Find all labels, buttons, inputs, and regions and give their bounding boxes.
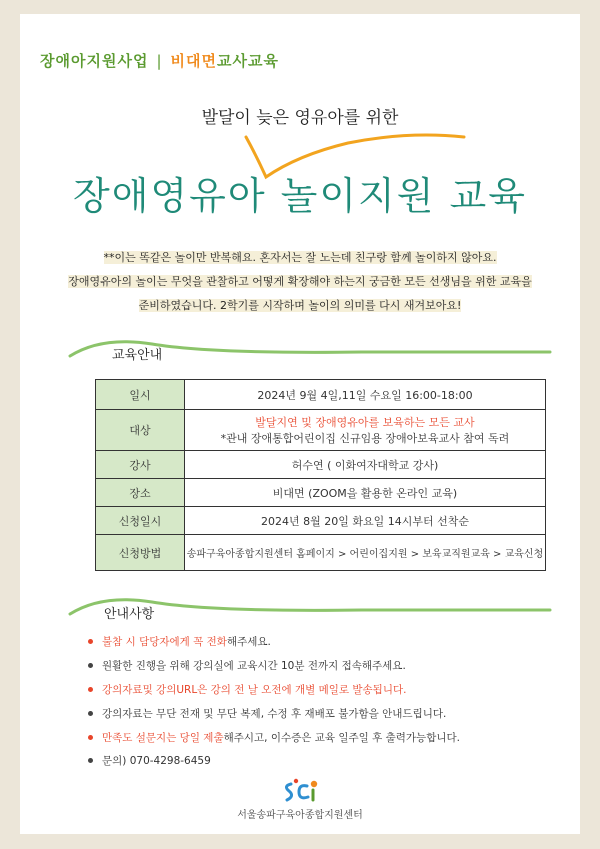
table-row <box>96 479 546 507</box>
notice-text: 해주시고, 이수증은 교육 일주일 후 출력가능합니다. <box>223 731 460 744</box>
section-info-title: 교육안내 <box>112 348 163 363</box>
row-value: 2024년 9월 4일,11일 수요일 16:00-18:00 <box>185 380 546 410</box>
target-main: 발달지연 및 장애영유아를 보육하는 모든 교사 <box>255 416 475 429</box>
bullet-icon <box>88 687 93 692</box>
section-notice-title: 안내사항 <box>104 607 155 622</box>
program-name: 장애아지원사업 <box>40 52 149 70</box>
row-key: 장소 <box>96 479 185 507</box>
header-line <box>40 50 279 71</box>
table-row <box>96 507 546 535</box>
notice-text: 강의자료는 무단 전재 및 무단 복제, 수정 후 재배포 불가함을 안내드립니다. <box>102 707 447 720</box>
table-row <box>96 451 546 479</box>
list-item <box>88 630 558 654</box>
page-title: 장애영유아 놀이지원 교육 <box>73 174 527 218</box>
notice-highlight: 불참 시 담당자에게 꼭 전화 <box>102 636 227 649</box>
notice-highlight: 강의자료및 강의URL은 강의 전 날 오전에 개별 메일로 발송됩니다. <box>102 683 407 696</box>
center-logo-icon <box>281 776 321 804</box>
table-row <box>96 410 546 451</box>
row-key: 신청방법 <box>96 535 185 571</box>
bullet-icon <box>88 711 93 716</box>
row-value: 허수연 ( 이화여자대학교 강사) <box>185 451 546 479</box>
bullet-icon <box>88 663 93 668</box>
bullet-icon <box>88 735 93 740</box>
table-row <box>96 535 546 571</box>
row-key: 신청일시 <box>96 507 185 535</box>
bullet-icon <box>88 758 93 763</box>
intro-line-1: **이는 똑같은 놀이만 반복해요. 혼자서는 잘 노는데 친구랑 함께 놀이하지 않아요. <box>103 251 497 264</box>
list-item <box>88 701 558 725</box>
notice-text: 원활한 진행을 위해 강의실에 교육시간 10분 전까지 접속해주세요. <box>102 660 406 673</box>
list-item <box>88 749 558 773</box>
notice-list <box>88 630 558 773</box>
row-key: 일시 <box>96 380 185 410</box>
intro-text <box>40 246 560 318</box>
row-key: 강사 <box>96 451 185 479</box>
row-value: 2024년 8월 20일 화요일 14시부터 선착순 <box>185 507 546 535</box>
table-row <box>96 380 546 410</box>
info-table <box>95 379 546 571</box>
footer-organization: 서울송파구육아종합지원센터 <box>237 810 363 821</box>
row-value: 비대면 (ZOOM을 활용한 온라인 교육) <box>185 479 546 507</box>
notice-text: 문의) 070-4298-6459 <box>102 755 211 768</box>
row-value: 송파구육아종합지원센터 홈페이지 > 어린이집지원 > 보육교직원교육 > 교육신청 <box>185 535 546 571</box>
target-note: *관내 장애통합어린이집 신규임용 장애아보육교사 참여 독려 <box>220 432 510 445</box>
list-item <box>88 678 558 702</box>
subtitle: 발달이 늦은 영유아를 위한 <box>201 108 399 128</box>
header-separator: | <box>156 52 163 70</box>
row-key: 대상 <box>96 410 185 451</box>
online-label: 비대면 <box>170 52 217 70</box>
list-item <box>88 654 558 678</box>
notice-highlight: 만족도 설문지는 당일 제출 <box>102 731 224 744</box>
teacher-education-label: 교사교육 <box>216 52 279 70</box>
bullet-icon <box>88 639 93 644</box>
list-item <box>88 725 558 749</box>
row-value <box>185 410 546 451</box>
intro-line-3: 준비하였습니다. 2학기를 시작하며 놀이의 의미를 다시 새겨보아요! <box>138 299 462 312</box>
intro-line-2: 장애영유아의 놀이는 무엇을 관찰하고 어떻게 확장해야 하는지 궁금한 모든 선생님을 위한 교육을 <box>68 275 532 288</box>
notice-text: 해주세요. <box>226 636 271 649</box>
